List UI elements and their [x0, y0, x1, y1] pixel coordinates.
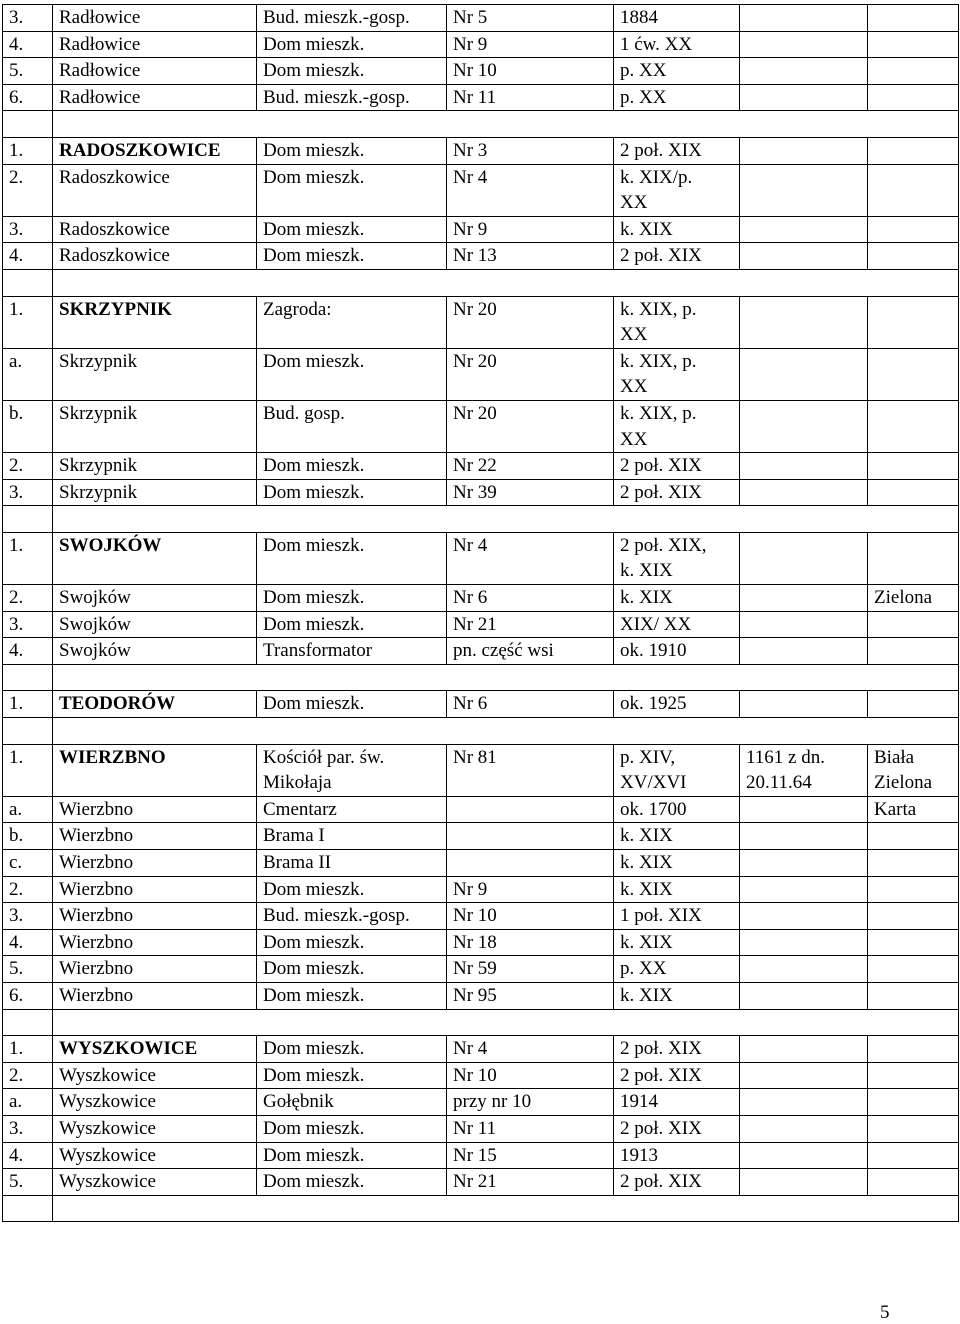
spacer-row [3, 1009, 959, 1036]
note [868, 1089, 959, 1116]
note [868, 903, 959, 930]
object-type: Kościół par. św. Mikołaja [257, 744, 447, 796]
spacer-row [3, 111, 959, 138]
register-number [740, 5, 868, 32]
object-type: Dom mieszk. [257, 956, 447, 983]
address: Nr 5 [447, 5, 614, 32]
entry-number: 3. [3, 611, 53, 638]
note [868, 31, 959, 58]
locality-name: Wierzbno [53, 982, 257, 1009]
monument-register-table [2, 4, 959, 1222]
address: Nr 22 [447, 453, 614, 480]
note [868, 850, 959, 877]
locality-name: Radoszkowice [53, 243, 257, 270]
entry-number: 6. [3, 982, 53, 1009]
entry-number: 1. [3, 296, 53, 348]
entry-number: 3. [3, 903, 53, 930]
address: Nr 3 [447, 137, 614, 164]
note [868, 1062, 959, 1089]
table-row [3, 850, 959, 877]
table-row [3, 137, 959, 164]
table-row [3, 532, 959, 584]
dating: k. XIX [614, 585, 740, 612]
blank-cell [53, 506, 959, 533]
register-number [740, 1089, 868, 1116]
dating: ok. 1925 [614, 691, 740, 718]
object-type: Brama II [257, 850, 447, 877]
address [447, 823, 614, 850]
locality-name: Skrzypnik [53, 400, 257, 452]
note [868, 1142, 959, 1169]
dating: ok. 1700 [614, 796, 740, 823]
entry-number: 1. [3, 1036, 53, 1063]
note [868, 638, 959, 665]
note [868, 137, 959, 164]
locality-name: Wyszkowice [53, 1115, 257, 1142]
table-row [3, 1115, 959, 1142]
locality-name: Skrzypnik [53, 348, 257, 400]
register-number [740, 1036, 868, 1063]
dating: 2 poł. XIX, k. XIX [614, 532, 740, 584]
table-row [3, 744, 959, 796]
object-type: Dom mieszk. [257, 1115, 447, 1142]
entry-number: 4. [3, 31, 53, 58]
address: Nr 15 [447, 1142, 614, 1169]
register-number [740, 903, 868, 930]
entry-number: c. [3, 850, 53, 877]
blank-cell [53, 1195, 959, 1222]
table-row [3, 1036, 959, 1063]
blank-cell [3, 269, 53, 296]
address: Nr 9 [447, 876, 614, 903]
blank-cell [53, 1009, 959, 1036]
object-type: Cmentarz [257, 796, 447, 823]
object-type: Bud. gosp. [257, 400, 447, 452]
spacer-row [3, 506, 959, 533]
register-number [740, 58, 868, 85]
register-number [740, 1169, 868, 1196]
note [868, 1115, 959, 1142]
table-row [3, 1062, 959, 1089]
register-number [740, 532, 868, 584]
locality-name: Swojków [53, 611, 257, 638]
page-number: 5 [880, 1302, 890, 1323]
blank-cell [53, 718, 959, 745]
entry-number: 1. [3, 691, 53, 718]
entry-number: 4. [3, 929, 53, 956]
dating: 2 poł. XIX [614, 1062, 740, 1089]
dating: p. XIV, XV/XVI [614, 744, 740, 796]
address: Nr 20 [447, 400, 614, 452]
table-row [3, 956, 959, 983]
note [868, 84, 959, 111]
address: Nr 4 [447, 532, 614, 584]
table-row [3, 823, 959, 850]
entry-number: 3. [3, 479, 53, 506]
register-number [740, 929, 868, 956]
object-type: Dom mieszk. [257, 31, 447, 58]
object-type: Dom mieszk. [257, 1036, 447, 1063]
address: Nr 18 [447, 929, 614, 956]
entry-number: a. [3, 348, 53, 400]
blank-cell [3, 111, 53, 138]
register-number [740, 479, 868, 506]
note: Biała Zielona [868, 744, 959, 796]
entry-number: 2. [3, 453, 53, 480]
address: Nr 4 [447, 1036, 614, 1063]
locality-name: Wierzbno [53, 796, 257, 823]
note [868, 400, 959, 452]
locality-name: SWOJKÓW [53, 532, 257, 584]
dating: XIX/ XX [614, 611, 740, 638]
locality-name: Wyszkowice [53, 1089, 257, 1116]
locality-name: Swojków [53, 585, 257, 612]
note [868, 611, 959, 638]
entry-number: 4. [3, 243, 53, 270]
entry-number: 4. [3, 1142, 53, 1169]
note [868, 691, 959, 718]
table-row [3, 876, 959, 903]
table-row [3, 611, 959, 638]
object-type: Dom mieszk. [257, 479, 447, 506]
register-number [740, 982, 868, 1009]
locality-name: Radłowice [53, 5, 257, 32]
entry-number: 5. [3, 58, 53, 85]
object-type: Dom mieszk. [257, 348, 447, 400]
address: Nr 20 [447, 348, 614, 400]
note: Karta [868, 796, 959, 823]
table-row [3, 348, 959, 400]
register-number [740, 1062, 868, 1089]
note [868, 1036, 959, 1063]
dating: k. XIX [614, 982, 740, 1009]
dating: 1 ćw. XX [614, 31, 740, 58]
dating: k. XIX, p. XX [614, 296, 740, 348]
dating: 2 poł. XIX [614, 1115, 740, 1142]
object-type: Dom mieszk. [257, 982, 447, 1009]
locality-name: TEODORÓW [53, 691, 257, 718]
dating: ok. 1910 [614, 638, 740, 665]
note [868, 216, 959, 243]
locality-name: Swojków [53, 638, 257, 665]
object-type: Gołębnik [257, 1089, 447, 1116]
table-row [3, 164, 959, 216]
dating: 2 poł. XIX [614, 1169, 740, 1196]
register-number [740, 400, 868, 452]
note [868, 164, 959, 216]
object-type: Dom mieszk. [257, 243, 447, 270]
dating: 1914 [614, 1089, 740, 1116]
note [868, 876, 959, 903]
dating: 1 poł. XIX [614, 903, 740, 930]
register-number [740, 611, 868, 638]
entry-number: 5. [3, 1169, 53, 1196]
register-number [740, 296, 868, 348]
locality-name: Skrzypnik [53, 479, 257, 506]
spacer-row [3, 718, 959, 745]
table-row [3, 296, 959, 348]
table-row [3, 691, 959, 718]
entry-number: 6. [3, 84, 53, 111]
object-type: Dom mieszk. [257, 585, 447, 612]
address [447, 850, 614, 877]
blank-cell [3, 506, 53, 533]
address: Nr 6 [447, 585, 614, 612]
address: Nr 39 [447, 479, 614, 506]
register-number [740, 1115, 868, 1142]
entry-number: 1. [3, 137, 53, 164]
note [868, 532, 959, 584]
address: Nr 9 [447, 31, 614, 58]
dating: k. XIX, p. XX [614, 348, 740, 400]
register-number [740, 585, 868, 612]
register-number [740, 876, 868, 903]
address: Nr 13 [447, 243, 614, 270]
entry-number: 5. [3, 956, 53, 983]
address: Nr 81 [447, 744, 614, 796]
object-type: Dom mieszk. [257, 1142, 447, 1169]
blank-cell [3, 664, 53, 691]
register-number [740, 1142, 868, 1169]
object-type: Dom mieszk. [257, 58, 447, 85]
table-row [3, 58, 959, 85]
locality-name: Wierzbno [53, 903, 257, 930]
note [868, 1169, 959, 1196]
object-type: Dom mieszk. [257, 929, 447, 956]
locality-name: SKRZYPNIK [53, 296, 257, 348]
note [868, 823, 959, 850]
object-type: Dom mieszk. [257, 216, 447, 243]
register-number [740, 31, 868, 58]
table-row [3, 982, 959, 1009]
object-type: Dom mieszk. [257, 164, 447, 216]
register-number [740, 638, 868, 665]
entry-number: 2. [3, 1062, 53, 1089]
blank-cell [53, 111, 959, 138]
address: przy nr 10 [447, 1089, 614, 1116]
note [868, 296, 959, 348]
entry-number: 3. [3, 1115, 53, 1142]
entry-number: 3. [3, 216, 53, 243]
entry-number: 1. [3, 744, 53, 796]
locality-name: Wierzbno [53, 876, 257, 903]
register-number [740, 796, 868, 823]
object-type: Bud. mieszk.-gosp. [257, 84, 447, 111]
dating: k. XIX/p. XX [614, 164, 740, 216]
dating: k. XIX [614, 216, 740, 243]
register-number [740, 84, 868, 111]
table-row [3, 400, 959, 452]
address: Nr 59 [447, 956, 614, 983]
object-type: Dom mieszk. [257, 1169, 447, 1196]
table-row [3, 31, 959, 58]
table-row [3, 243, 959, 270]
locality-name: Wyszkowice [53, 1142, 257, 1169]
table-row [3, 216, 959, 243]
address: Nr 10 [447, 1062, 614, 1089]
object-type: Brama I [257, 823, 447, 850]
object-type: Dom mieszk. [257, 691, 447, 718]
dating: k. XIX, p. XX [614, 400, 740, 452]
address: Nr 11 [447, 1115, 614, 1142]
note [868, 453, 959, 480]
locality-name: Radoszkowice [53, 216, 257, 243]
register-number [740, 164, 868, 216]
locality-name: Radoszkowice [53, 164, 257, 216]
table-row [3, 585, 959, 612]
address: Nr 20 [447, 296, 614, 348]
spacer-row [3, 1195, 959, 1222]
register-body [3, 5, 959, 1222]
object-type: Zagroda: [257, 296, 447, 348]
address: pn. część wsi [447, 638, 614, 665]
table-row [3, 5, 959, 32]
dating: 2 poł. XIX [614, 243, 740, 270]
address: Nr 21 [447, 1169, 614, 1196]
table-row [3, 84, 959, 111]
spacer-row [3, 269, 959, 296]
register-number [740, 348, 868, 400]
locality-name: Wierzbno [53, 929, 257, 956]
table-row [3, 1142, 959, 1169]
note [868, 479, 959, 506]
dating: 1913 [614, 1142, 740, 1169]
dating: p. XX [614, 84, 740, 111]
object-type: Dom mieszk. [257, 453, 447, 480]
address: Nr 10 [447, 58, 614, 85]
address: Nr 4 [447, 164, 614, 216]
dating: k. XIX [614, 876, 740, 903]
dating: p. XX [614, 956, 740, 983]
address: Nr 6 [447, 691, 614, 718]
locality-name: RADOSZKOWICE [53, 137, 257, 164]
locality-name: Radłowice [53, 84, 257, 111]
blank-cell [3, 1009, 53, 1036]
blank-cell [53, 269, 959, 296]
entry-number: 3. [3, 5, 53, 32]
dating: k. XIX [614, 823, 740, 850]
address [447, 796, 614, 823]
object-type: Dom mieszk. [257, 876, 447, 903]
object-type: Dom mieszk. [257, 532, 447, 584]
table-row [3, 1169, 959, 1196]
dating: k. XIX [614, 850, 740, 877]
dating: k. XIX [614, 929, 740, 956]
dating: 2 poł. XIX [614, 1036, 740, 1063]
register-number [740, 850, 868, 877]
table-row [3, 929, 959, 956]
locality-name: Radłowice [53, 58, 257, 85]
entry-number: 4. [3, 638, 53, 665]
dating: p. XX [614, 58, 740, 85]
register-number [740, 216, 868, 243]
object-type: Bud. mieszk.-gosp. [257, 5, 447, 32]
locality-name: Wierzbno [53, 956, 257, 983]
table-row [3, 903, 959, 930]
object-type: Transformator [257, 638, 447, 665]
object-type: Dom mieszk. [257, 137, 447, 164]
dating: 2 poł. XIX [614, 137, 740, 164]
locality-name: Radłowice [53, 31, 257, 58]
address: Nr 95 [447, 982, 614, 1009]
note [868, 929, 959, 956]
object-type: Bud. mieszk.-gosp. [257, 903, 447, 930]
address: Nr 10 [447, 903, 614, 930]
note [868, 956, 959, 983]
entry-number: a. [3, 796, 53, 823]
dating: 1884 [614, 5, 740, 32]
address: Nr 9 [447, 216, 614, 243]
entry-number: 1. [3, 532, 53, 584]
note: Zielona [868, 585, 959, 612]
register-number [740, 823, 868, 850]
entry-number: 2. [3, 585, 53, 612]
dating: 2 poł. XIX [614, 453, 740, 480]
table-row [3, 796, 959, 823]
register-number [740, 137, 868, 164]
entry-number: b. [3, 400, 53, 452]
spacer-row [3, 664, 959, 691]
entry-number: a. [3, 1089, 53, 1116]
dating: 2 poł. XIX [614, 479, 740, 506]
blank-cell [3, 718, 53, 745]
blank-cell [3, 1195, 53, 1222]
locality-name: Wierzbno [53, 823, 257, 850]
register-number [740, 453, 868, 480]
address: Nr 11 [447, 84, 614, 111]
entry-number: b. [3, 823, 53, 850]
register-number [740, 243, 868, 270]
table-row [3, 638, 959, 665]
register-number [740, 956, 868, 983]
object-type: Dom mieszk. [257, 611, 447, 638]
entry-number: 2. [3, 876, 53, 903]
locality-name: Wierzbno [53, 850, 257, 877]
register-number [740, 691, 868, 718]
locality-name: Skrzypnik [53, 453, 257, 480]
entry-number: 2. [3, 164, 53, 216]
table-row [3, 479, 959, 506]
locality-name: Wyszkowice [53, 1062, 257, 1089]
locality-name: WYSZKOWICE [53, 1036, 257, 1063]
note [868, 982, 959, 1009]
table-row [3, 1089, 959, 1116]
locality-name: WIERZBNO [53, 744, 257, 796]
locality-name: Wyszkowice [53, 1169, 257, 1196]
note [868, 58, 959, 85]
note [868, 5, 959, 32]
table-row [3, 453, 959, 480]
note [868, 243, 959, 270]
note [868, 348, 959, 400]
address: Nr 21 [447, 611, 614, 638]
blank-cell [53, 664, 959, 691]
register-number: 1161 z dn. 20.11.64 [740, 744, 868, 796]
object-type: Dom mieszk. [257, 1062, 447, 1089]
